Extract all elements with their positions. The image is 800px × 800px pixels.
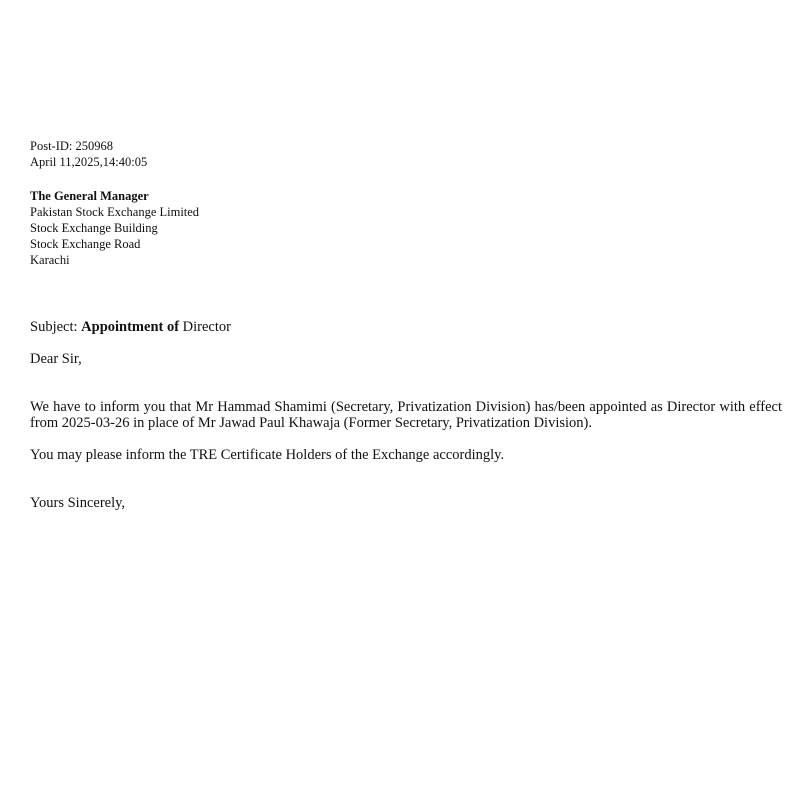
body-paragraph-1: We have to inform you that Mr Hammad Shamimi (Secretary, Privatization Division) has/been appointed as Director with effect from 2025-03-26 in place of Mr Jawad Paul Khawaja (Former Secretary, Privatization Division). bbox=[30, 399, 782, 431]
body-paragraph-2: You may please inform the TRE Certificate Holders of the Exchange accordingly. bbox=[30, 447, 505, 463]
recipient-line-3: Stock Exchange Road bbox=[30, 237, 141, 251]
recipient-line-1: Pakistan Stock Exchange Limited bbox=[30, 205, 200, 219]
salutation: Dear Sir, bbox=[30, 351, 82, 367]
recipient-line-2: Stock Exchange Building bbox=[30, 221, 158, 235]
subject-rest: Director bbox=[182, 319, 231, 335]
recipient-title: The General Manager bbox=[30, 189, 149, 203]
post-datetime: April 11,2025,14:40:05 bbox=[30, 155, 148, 169]
recipient-address bbox=[30, 188, 199, 268]
subject-bold: Appointment of bbox=[81, 319, 180, 335]
recipient-line-4: Karachi bbox=[30, 253, 70, 267]
post-id: Post-ID: 250968 bbox=[30, 139, 113, 153]
closing: Yours Sincerely, bbox=[30, 495, 126, 511]
subject-label: Subject: bbox=[30, 319, 78, 335]
letter-meta bbox=[30, 138, 147, 170]
subject-line bbox=[30, 319, 231, 336]
